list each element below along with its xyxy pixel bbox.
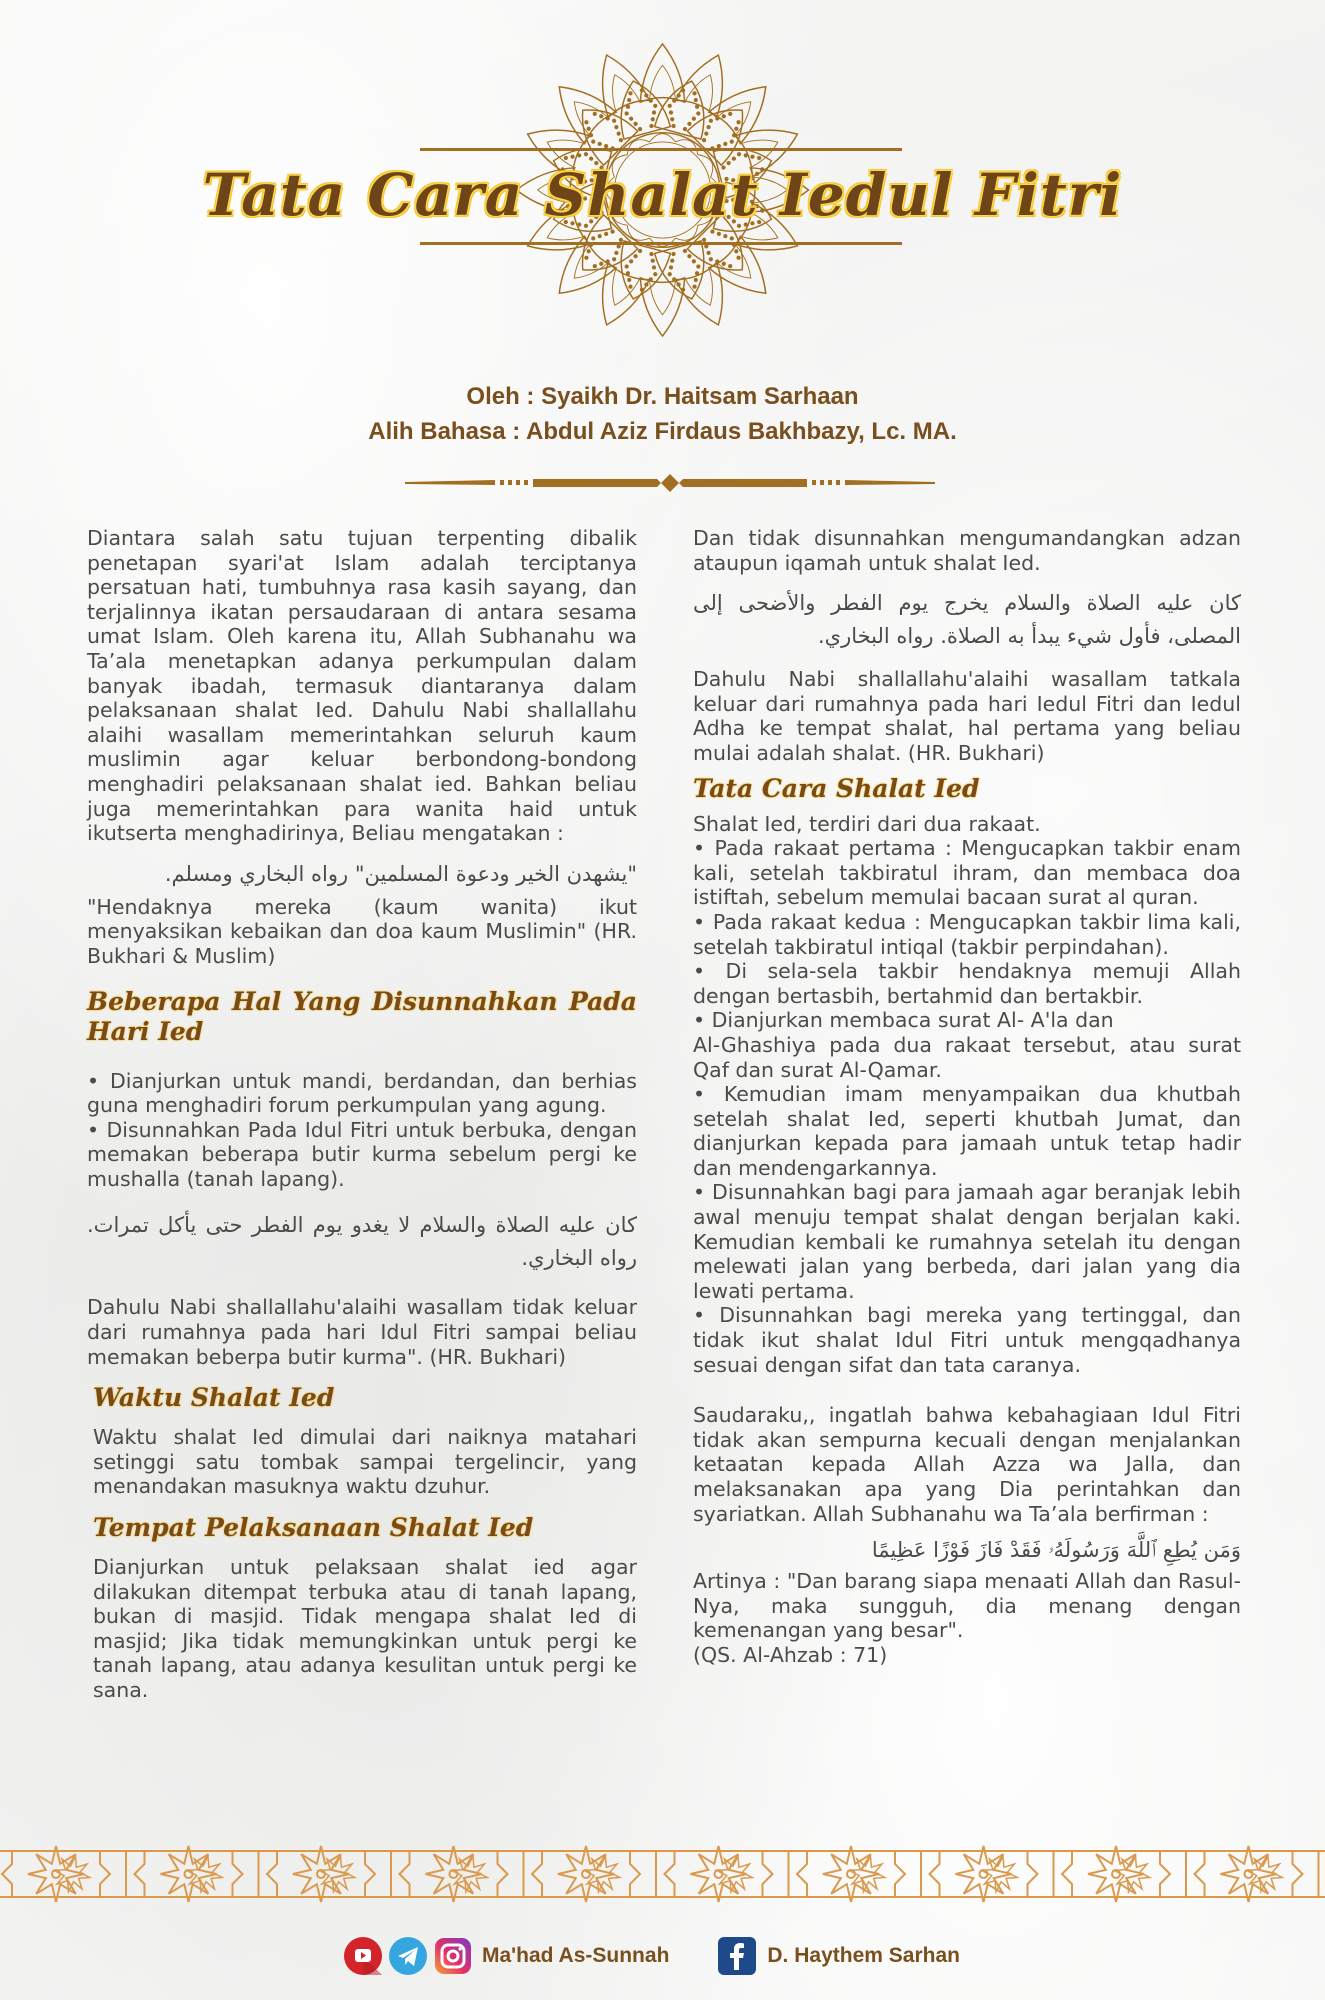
social-handle[interactable]: Ma'had As-Sunnah	[482, 1944, 670, 1967]
page-title: Tata Cara Shalat Iedul Fitri	[202, 161, 1123, 229]
closing-paragraph: Saudaraku,, ingatlah bahwa kebahagiaan Idul Fitri tidak akan sempurna kecuali dengan menjalankan ketaatan kepada Allah Azza wa Jalla, dan melaksanakan apa yang Dia perintahkan dan syariatkan. Allah Subhanahu wa Ta’ala berfirman :	[693, 1403, 1241, 1526]
section-heading-waktu: Waktu Shalat Ied	[93, 1383, 335, 1413]
sunnah-bullet: • Dianjurkan untuk mandi, berdandan, dan berhias guna menghadiri forum perkumpulan yang agung.	[87, 1068, 637, 1118]
hadith-translation-2: Dahulu Nabi shallallahu'alaihi wasallam tidak keluar dari rumahnya pada hari Idul Fitri sampai beliau memakan beberpa butir kurma". (HR. Bukhari)	[87, 1295, 637, 1369]
adzan-note: Dan tidak disunnahkan mengumandangkan adzan ataupun iqamah untuk shalat Ied.	[693, 526, 1241, 575]
translator-line: Alih Bahasa : Abdul Aziz Firdaus Bakhbazy, Lc. MA.	[368, 418, 957, 445]
ornamental-divider	[405, 473, 935, 493]
tempat-body: Dianjurkan untuk pelaksaan shalat ied agar dilakukan ditempat terbuka atau di tanah lapang, bukan di masjid. Tidak mengapa shalat Ied di masjid; Jika tidak memungkinkan untuk pergi ke tanah lapang, atau adanya kesulitan untuk pergi ke sana.	[93, 1555, 637, 1702]
tata-cara-bullet: • Pada rakaat kedua : Mengucapkan takbir lima kali, setelah takbiratul intiqal (takbir perpindahan).	[693, 909, 1241, 959]
sunnah-bullet: • Disunnahkan Pada Idul Fitri untuk berbuka, dengan memakan beberapa butir kurma sebelum pergi ke mushalla (tanah lapang).	[87, 1117, 637, 1191]
telegram-icon[interactable]	[388, 1936, 428, 1976]
hadith-arabic-3: كان عليه الصلاة والسلام يخرج يوم الفطر والأضحى إلى المصلى، فأول شيء يبدأ به الصلاة. رواه البخاري.	[693, 591, 1241, 649]
quran-verse-reference: (QS. Al-Ahzab : 71)	[693, 1642, 888, 1667]
quran-verse-arabic: وَمَن يُطِعِ ٱللَّهَ وَرَسُولَهُۥ فَقَدْ فَازَ فَوْزًا عَظِيمًا	[871, 1538, 1241, 1563]
hadith-translation-1: "Hendaknya mereka (kaum wanita) ikut menyaksikan kebaikan dan doa kaum Muslimin" (HR. Bukhari & Muslim)	[87, 894, 637, 968]
facebook-name[interactable]: D. Haythem Sarhan	[767, 1944, 960, 1967]
title-rule-bottom	[420, 242, 902, 245]
tata-cara-bullet: Al-Ghashiya pada dua rakaat tersebut, atau surat Qaf dan surat Al-Qamar.	[693, 1032, 1241, 1082]
quran-verse-translation: Artinya : "Dan barang siapa menaati Allah dan Rasul-Nya, maka sungguh, dia menang dengan kemenangan yang besar".	[693, 1569, 1241, 1643]
ornamental-border	[0, 1843, 1325, 1905]
hadith-arabic-2: كان عليه الصلاة والسلام لا يغدو يوم الفطر حتى يأكل تمرات. رواه البخاري.	[87, 1213, 637, 1271]
tata-cara-bullet: • Kemudian imam menyampaikan dua khutbah setelah shalat Ied, seperti khutbah Jumat, dan dianjurkan kepada para jamaah untuk tetap hadir dan mendengarkannya.	[693, 1082, 1241, 1180]
instagram-icon[interactable]	[433, 1936, 473, 1976]
title-band	[180, 145, 1145, 245]
section-heading-tata-cara: Tata Cara Shalat Ied	[693, 773, 980, 803]
tata-cara-bullet: • Disunnahkan bagi para jamaah agar beranjak lebih awal menuju tempat shalat dengan berjalan kaki. Kemudian kembali ke rumahnya setelah itu dengan melewati jalan yang berbeda, dari jalan yang dia lewati pertama.	[693, 1180, 1241, 1303]
tata-cara-bullet: • Disunnahkan bagi mereka yang tertinggal, dan tidak ikut shalat Idul Fitri untuk mengqadhanya sesuai dengan sifat dan tata caranya.	[693, 1303, 1241, 1377]
section-heading-sunnah: Beberapa Hal Yang Disunnahkan Pada Hari Ied	[87, 986, 637, 1046]
author-line: Oleh : Syaikh Dr. Haitsam Sarhaan	[466, 383, 859, 410]
section-heading-tempat: Tempat Pelaksanaan Shalat Ied	[93, 1513, 534, 1543]
tata-cara-bullet: • Di sela-sela takbir hendaknya memuji Allah dengan bertasbih, bertahmid dan bertakbir.	[693, 959, 1241, 1008]
hadith-translation-3: Dahulu Nabi shallallahu'alaihi wasallam tatkala keluar dari rumahnya pada hari Iedul Fitri dan Iedul Adha ke tempat shalat, hal pertama yang beliau mulai adalah shalat. (HR. Bukhari)	[693, 667, 1241, 765]
youtube-icon[interactable]	[343, 1936, 383, 1976]
facebook-icon[interactable]	[717, 1936, 757, 1976]
tata-cara-intro: Shalat Ied, terdiri dari dua rakaat.	[693, 811, 1041, 836]
left-column	[87, 526, 637, 1703]
right-column	[693, 526, 1241, 1668]
intro-paragraph: Diantara salah satu tujuan terpenting dibalik penetapan syari'at Islam adalah terciptanya persatuan hati, tumbuhnya rasa kasih sayang, dan terjalinnya ikatan persaudaraan di antara sesama umat Islam. Oleh karena itu, Allah Subhanahu wa Ta’ala menetapkan adanya perkumpulan dalam banyak ibadah, termasuk diantaranya dalam pelaksanaan shalat Ied. Dahulu Nabi shallallahu alaihi wasallam memerintahkan seluruh kaum muslimin agar keluar berbondong-bondong menghadiri pelaksanaan shalat ied. Bahkan beliau juga memerintahkan para wanita haid untuk ikutserta menghadirinya, Beliau mengatakan :	[87, 526, 637, 846]
tata-cara-bullet: • Dianjurkan membaca surat Al- A'la dan	[693, 1008, 1114, 1033]
hadith-arabic-1: "يشهدن الخير ودعوة المسلمين" رواه البخاري ومسلم.	[164, 861, 637, 886]
waktu-body: Waktu shalat Ied dimulai dari naiknya matahari setinggi satu tombak sampai tergelincir, yang menandakan masuknya waktu dzuhur.	[93, 1425, 637, 1499]
footer	[343, 1935, 960, 1977]
tata-cara-bullet: • Pada rakaat pertama : Mengucapkan takbir enam kali, setelah takbiratul ihram, dan membaca doa istiftah, sebelum memulai bacaan surat al quran.	[693, 836, 1241, 910]
